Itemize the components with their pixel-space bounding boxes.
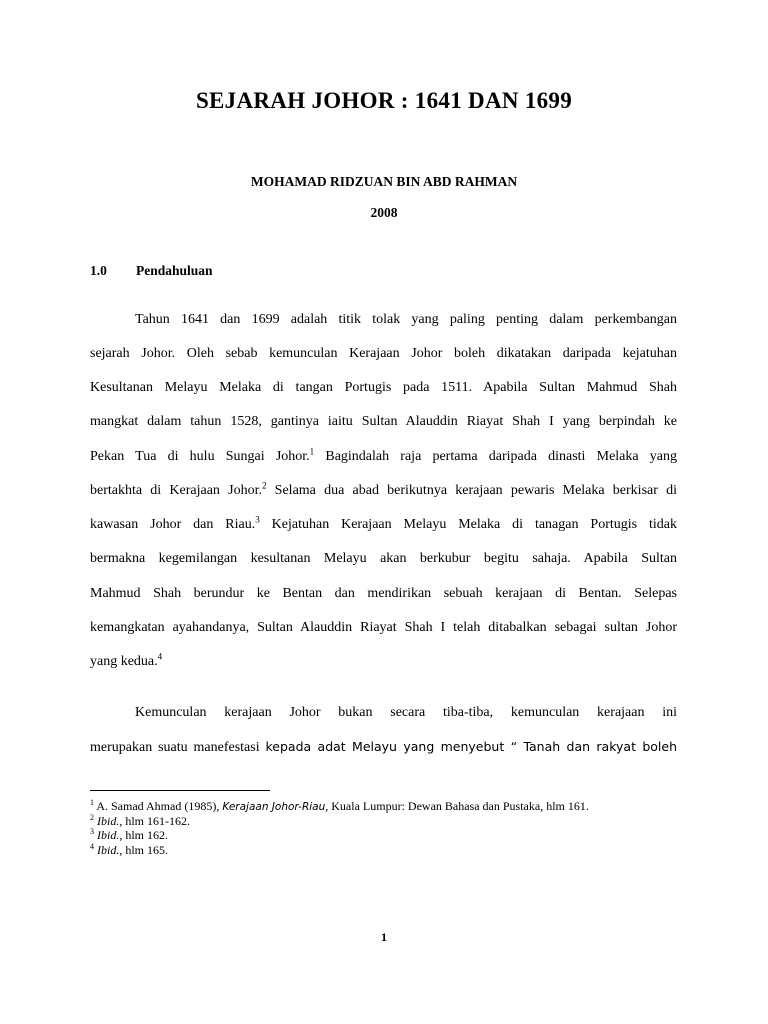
body-line-9: Mahmud Shah berundur ke Bentan dan mendirikan sebuah kerajaan di Bentan. Selepas xyxy=(90,586,677,601)
footnote-marker-4[interactable]: 4 xyxy=(157,651,163,662)
footnote-2 xyxy=(90,814,190,828)
author-name: MOHAMAD RIDZUAN BIN ABD RAHMAN xyxy=(250,174,518,189)
footnote-4-number: 4 xyxy=(90,842,94,851)
body-line-1: Tahun 1641 dan 1699 adalah titik tolak yang paling penting dalam perkembangan xyxy=(135,312,677,327)
footnote-4-title: Ibid. xyxy=(97,843,120,857)
body-line-12: Kemunculan kerajaan Johor bukan secara tiba-tiba, kemunculan kerajaan ini xyxy=(135,705,677,720)
footnote-3 xyxy=(90,828,168,842)
body-line-6 xyxy=(90,481,677,501)
page-title: SEJARAH JOHOR : 1641 DAN 1699 xyxy=(195,88,573,113)
body-line-6-part-a: bertakhta di Kerajaan Johor. xyxy=(90,483,262,498)
page-number: 1 xyxy=(381,930,387,944)
footnote-2-number: 2 xyxy=(90,813,94,822)
body-line-8: bermakna kegemilangan kesultanan Melayu akan berkubur begitu sahaja. Apabila Sultan xyxy=(90,551,677,566)
footnote-1 xyxy=(90,799,589,814)
body-line-3: Kesultanan Melayu Melaka di tangan Portugis pada 1511. Apabila Sultan Mahmud Shah xyxy=(90,380,677,395)
body-line-13 xyxy=(90,737,677,758)
body-line-6-part-b: Selama dua abad berikutnya kerajaan pewaris Melaka berkisar di xyxy=(266,483,678,498)
body-line-5-part-a: Pekan Tua di hulu Sungai Johor. xyxy=(90,449,310,464)
section-number: 1.0 xyxy=(90,263,107,278)
body-line-2: sejarah Johor. Oleh sebab kemunculan Kerajaan Johor boleh dikatakan daripada kejatuhan xyxy=(90,346,677,361)
body-line-7-part-a: kawasan Johor dan Riau. xyxy=(90,517,256,532)
footnote-3-number: 3 xyxy=(90,827,94,836)
footnote-marker-1[interactable]: 1 xyxy=(309,446,315,457)
footnote-3-title: Ibid. xyxy=(97,828,120,842)
footnote-1-post: , Kuala Lumpur: Dewan Bahasa dan Pustaka, hlm 161. xyxy=(325,799,589,813)
section-heading xyxy=(90,263,213,279)
footnote-1-number: 1 xyxy=(90,798,94,807)
footnote-separator xyxy=(90,790,270,791)
footnote-1-pre: A. Samad Ahmad (1985), xyxy=(94,799,223,813)
body-line-13-part-a: merupakan suatu manefestasi xyxy=(90,740,266,755)
body-line-5 xyxy=(90,447,677,467)
body-line-4: mangkat dalam tahun 1528, gantinya iaitu Sultan Alauddin Riayat Shah I yang berpindah ke xyxy=(90,414,677,429)
body-line-13-part-b: kepada adat Melayu yang menyebut “ Tanah dan rakyat boleh xyxy=(265,739,678,754)
footnote-1-title: Kerajaan Johor-Riau xyxy=(222,801,326,813)
footnote-2-title: Ibid. xyxy=(97,814,120,828)
body-line-10: kemangkatan ayahandanya, Sultan Alauddin Riayat Shah I telah ditabalkan sebagai sultan Johor xyxy=(90,620,677,635)
body-line-7-part-b: Kejatuhan Kerajaan Melayu Melaka di tanagan Portugis tidak xyxy=(259,517,677,532)
body-line-7 xyxy=(90,515,677,535)
body-line-5-part-b: Bagindalah raja pertama daripada dinasti Melaka yang xyxy=(314,449,677,464)
footnote-4 xyxy=(90,843,168,857)
footnote-2-post: , hlm 161-162. xyxy=(119,814,191,828)
body-line-11 xyxy=(90,652,677,672)
footnote-marker-3[interactable]: 3 xyxy=(255,514,260,525)
body-line-11-part-a: yang kedua. xyxy=(90,654,158,669)
footnote-3-post: , hlm 162. xyxy=(119,828,169,842)
footnote-marker-2[interactable]: 2 xyxy=(261,480,267,491)
footnote-4-post: , hlm 165. xyxy=(119,843,169,857)
publication-year: 2008 xyxy=(370,205,398,220)
section-title: Pendahuluan xyxy=(136,263,213,278)
